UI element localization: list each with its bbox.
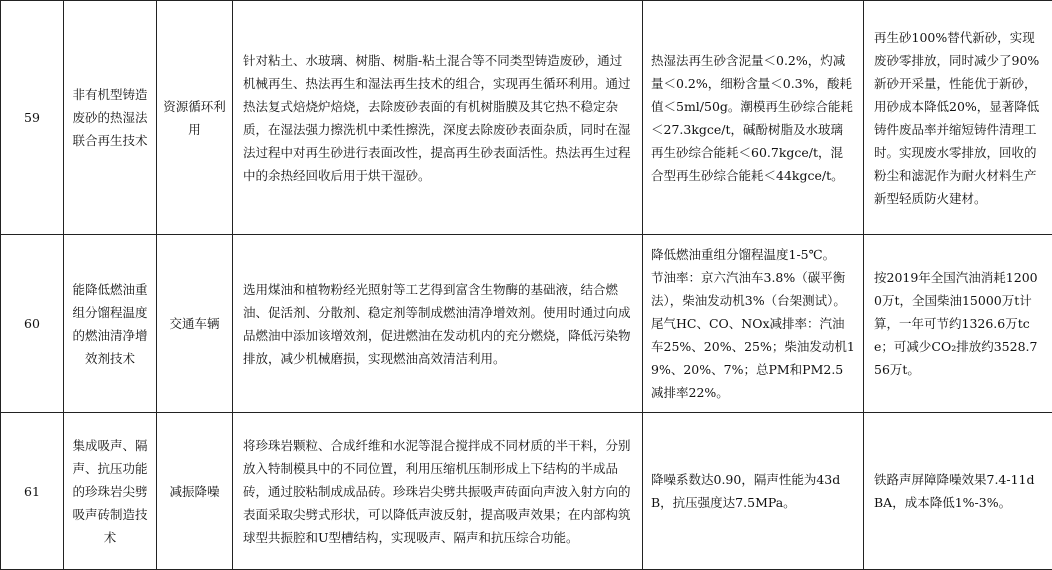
indicator-line: 尾气HC、CO、NOx减排率：汽油车25%、20%、25%；柴油发动机19%、20%、7%；总PM和PM2.5减排率22%。 [651,312,855,404]
technology-category: 资源循环利用 [157,1,233,235]
technology-benefits: 再生砂100%替代新砂，实现废砂零排放，同时减少了90%新砂开采量，性能优于新砂，用砂成本降低20%，显著降低铸件废品率并缩短铸件清理工时。实现废水零排放，回收的粉尘和滤泥作为耐火材料生产新型轻质防火建材。 [864,1,1052,235]
technology-indicators: 热湿法再生砂含泥量＜0.2%，灼减量＜0.2%，细粉含量＜0.3%，酸耗值＜5ml/50g。潮模再生砂综合能耗＜27.3kgce/t，碱酚树脂及水玻璃再生砂综合能耗＜60.7kgce/t，混合型再生砂综合能耗＜44kgce/t。 [643,1,864,235]
technology-category: 减振降噪 [157,413,233,570]
technology-name: 集成吸声、隔声、抗压功能的珍珠岩尖劈吸声砖制造技术 [64,413,157,570]
table-row [1,413,1052,570]
indicator-line: 节油率：京六汽油车3.8%（碳平衡法），柴油发动机3%（台架测试）。 [651,266,855,312]
technology-name: 非有机型铸造废砂的热湿法联合再生技术 [64,1,157,235]
technology-name: 能降低燃油重组分馏程温度的燃油清净增效剂技术 [64,235,157,413]
table-row [1,1,1052,235]
technology-benefits: 按2019年全国汽油消耗12000万t，全国柴油15000万t计算，一年可节约1326.6万tce；可减少CO₂排放约3528.756万t。 [864,235,1052,413]
technology-indicators [643,235,864,413]
technology-indicators: 降噪系数达0.90，隔声性能为43dB，抗压强度达7.5MPa。 [643,413,864,570]
row-number: 59 [1,1,64,235]
technology-category: 交通车辆 [157,235,233,413]
technology-description: 针对粘土、水玻璃、树脂、树脂-粘土混合等不同类型铸造废砂，通过机械再生、热法再生和湿法再生技术的组合，实现再生循环利用。通过热法复式焙烧炉焙烧，去除废砂表面的有机树脂膜及其它热不稳定杂质，在湿法强力擦洗机中柔性擦洗，深度去除废砂表面杂质，同时在湿法过程中对再生砂进行表面改性，提高再生砂表面活性。热法再生过程中的余热经回收后用于烘干湿砂。 [233,1,643,235]
row-number: 61 [1,413,64,570]
table-row [1,235,1052,413]
technology-description: 选用煤油和植物粉经光照射等工艺得到富含生物酶的基础液，结合燃油、促活剂、分散剂、稳定剂等制成燃油清净增效剂。使用时通过向成品燃油中添加该增效剂，促进燃油在发动机内的充分燃烧，降低污染物排放，减少机械磨损，实现燃油高效清洁利用。 [233,235,643,413]
technology-description: 将珍珠岩颗粒、合成纤维和水泥等混合搅拌成不同材质的半干料，分别放入特制模具中的不同位置，利用压缩机压制形成上下结构的半成品砖，通过胶粘制成成品砖。珍珠岩尖劈共振吸声砖面向声波入射方向的表面采取尖劈式形状，可以降低声波反射，提高吸声效果；在内部构筑球型共振腔和U型槽结构，实现吸声、隔声和抗压综合功能。 [233,413,643,570]
row-number: 60 [1,235,64,413]
technology-benefits: 铁路声屏障降噪效果7.4-11dBA，成本降低1%-3%。 [864,413,1052,570]
indicator-line: 降低燃油重组分馏程温度1-5℃。 [651,243,855,266]
